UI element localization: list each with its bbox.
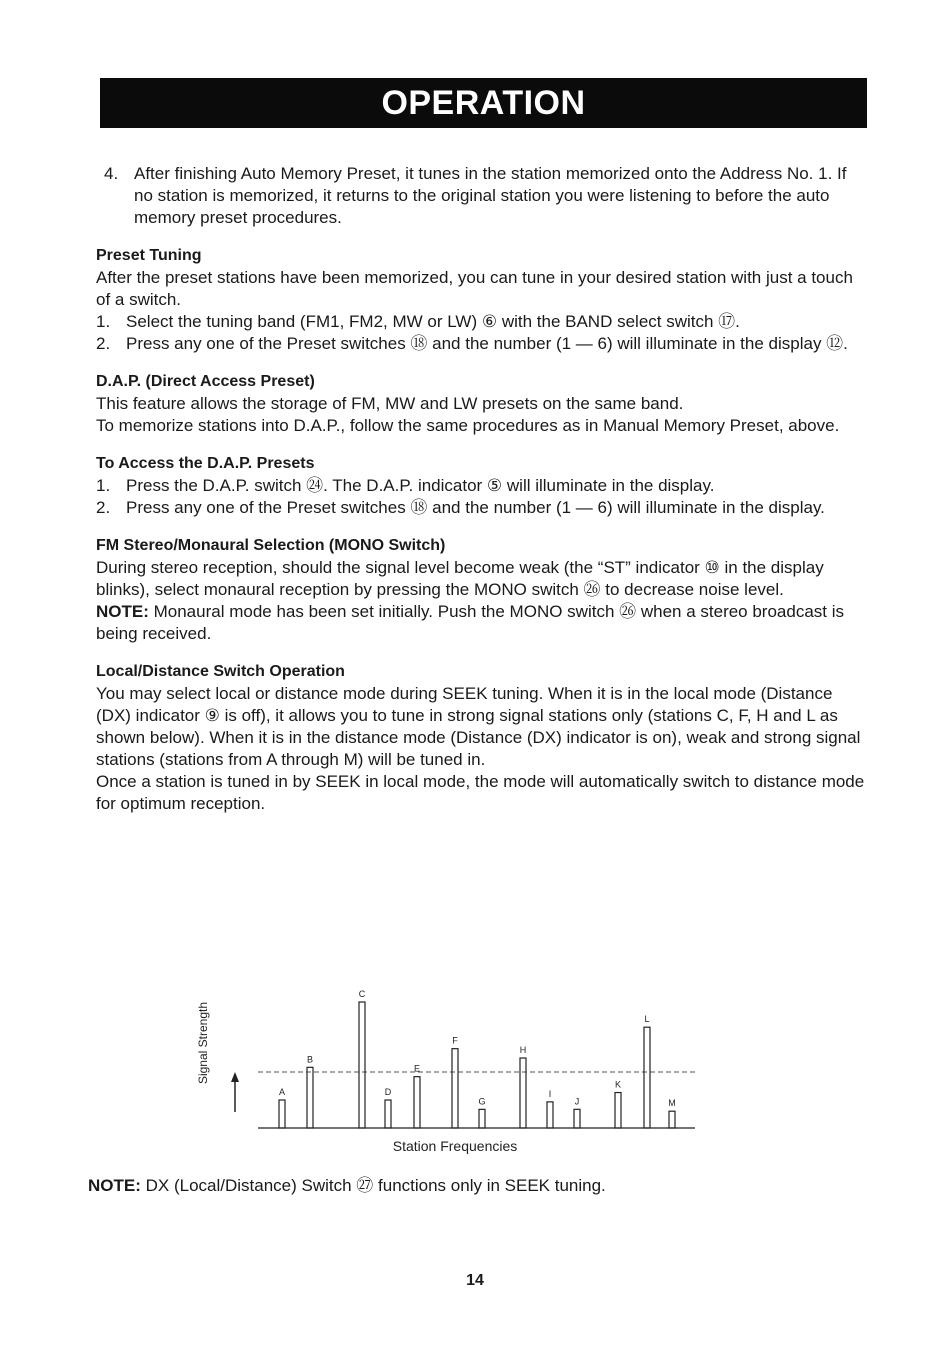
note-text: Monaural mode has been set initially. Push the MONO switch ㉖ when a stereo broadcast is being received. bbox=[96, 602, 845, 643]
preset-step-1 bbox=[96, 311, 866, 333]
fm-stereo-note bbox=[96, 601, 866, 645]
dap-step-1 bbox=[96, 475, 866, 497]
bar-B bbox=[307, 1067, 313, 1128]
bar-label-A: A bbox=[278, 1087, 286, 1097]
preset-step-2 bbox=[96, 333, 866, 355]
signal-strength-chart bbox=[190, 968, 710, 1158]
dap-heading: D.A.P. (Direct Access Preset) bbox=[96, 373, 315, 390]
note-text: DX (Local/Distance) Switch ㉗ functions only in SEEK tuning. bbox=[140, 1176, 606, 1195]
step-text: After finishing Auto Memory Preset, it tunes in the station memorized onto the Address No. 1. If no station is memorized, it returns to the original station you were listening to before the auto memory preset procedures. bbox=[134, 164, 847, 227]
bar-label-J: J bbox=[574, 1096, 580, 1107]
fm-stereo-body: During stereo reception, should the signal level become weak (the “ST” indicator ⑩ in the display blinks), select monaural reception by pressing the MONO switch ㉖ to decrease noise level. bbox=[96, 558, 824, 599]
step-number: 1. bbox=[96, 476, 111, 495]
note-label: NOTE: bbox=[88, 1176, 141, 1195]
bar-I bbox=[547, 1102, 553, 1128]
preset-tuning-heading: Preset Tuning bbox=[96, 247, 202, 264]
dap-body-1: This feature allows the storage of FM, MW and LW presets on the same band. bbox=[96, 394, 684, 413]
bar-C bbox=[359, 1002, 365, 1128]
y-axis-label: Signal Strength bbox=[196, 1001, 210, 1085]
step-number: 2. bbox=[96, 498, 111, 517]
bar-M bbox=[669, 1111, 675, 1128]
bar-label-B: B bbox=[306, 1054, 314, 1065]
chart-svg bbox=[190, 968, 710, 1158]
fm-stereo-heading: FM Stereo/Monaural Selection (MONO Switch) bbox=[96, 537, 446, 554]
bar-label-H: H bbox=[519, 1045, 527, 1055]
step-text: Press any one of the Preset switches ⑱ and the number (1 — 6) will illuminate in the display ⑫. bbox=[126, 334, 848, 353]
bar-label-E: E bbox=[413, 1063, 421, 1074]
bar-J bbox=[574, 1109, 580, 1128]
bar-label-G: G bbox=[478, 1096, 486, 1107]
step-text: Select the tuning band (FM1, FM2, MW or LW) ⑥ with the BAND select switch ⑰. bbox=[126, 312, 740, 331]
bar-label-L: L bbox=[644, 1014, 650, 1025]
local-distance-body-1: You may select local or distance mode during SEEK tuning. When it is in the local mode (Distance (DX) indicator ⑨ is off), it allows you to tune in strong signal stations only (stations C, F, H and L as shown below). When it is in the distance mode (Distance (DX) indicator is on), weak and strong signal stations (stations from A through M) will be tuned in. bbox=[96, 684, 861, 769]
bar-K bbox=[615, 1093, 621, 1128]
bar-label-C: C bbox=[358, 989, 366, 999]
bar-label-M: M bbox=[668, 1098, 676, 1109]
bar-label-K: K bbox=[614, 1079, 622, 1090]
section-title: OPERATION bbox=[381, 84, 586, 122]
local-distance-heading: Local/Distance Switch Operation bbox=[96, 663, 345, 680]
dap-step-2 bbox=[96, 497, 866, 519]
bar-A bbox=[279, 1100, 285, 1128]
bar-label-I: I bbox=[548, 1088, 552, 1099]
preset-tuning-body: After the preset stations have been memorized, you can tune in your desired station with just a touch of a switch. bbox=[96, 268, 853, 309]
section-banner bbox=[100, 78, 867, 128]
footer-note bbox=[88, 1175, 606, 1197]
intro-step bbox=[104, 163, 866, 229]
bar-G bbox=[479, 1109, 485, 1128]
step-text: Press any one of the Preset switches ⑱ and the number (1 — 6) will illuminate in the display. bbox=[126, 498, 825, 517]
bar-D bbox=[385, 1100, 391, 1128]
step-text: Press the D.A.P. switch ㉔. The D.A.P. indicator ⑤ will illuminate in the display. bbox=[126, 476, 715, 495]
dap-access-heading: To Access the D.A.P. Presets bbox=[96, 455, 315, 472]
local-distance-body-2: Once a station is tuned in by SEEK in local mode, the mode will automatically switch to distance mode for optimum reception. bbox=[96, 772, 865, 813]
note-label: NOTE: bbox=[96, 602, 149, 621]
page-number: 14 bbox=[466, 1272, 484, 1289]
bar-L bbox=[644, 1027, 650, 1128]
page-content bbox=[96, 163, 866, 815]
bar-F bbox=[452, 1049, 458, 1128]
bar-label-D: D bbox=[384, 1087, 392, 1097]
bar-label-F: F bbox=[452, 1035, 458, 1046]
step-number: 2. bbox=[96, 334, 111, 353]
step-number: 1. bbox=[96, 312, 111, 331]
bar-E bbox=[414, 1077, 420, 1128]
bar-H bbox=[520, 1058, 526, 1128]
arrow-head-icon bbox=[231, 1072, 239, 1082]
x-axis-label: Station Frequencies bbox=[392, 1138, 518, 1154]
step-number: 4. bbox=[104, 164, 119, 183]
dap-body-2: To memorize stations into D.A.P., follow the same procedures as in Manual Memory Preset, above. bbox=[96, 416, 840, 435]
